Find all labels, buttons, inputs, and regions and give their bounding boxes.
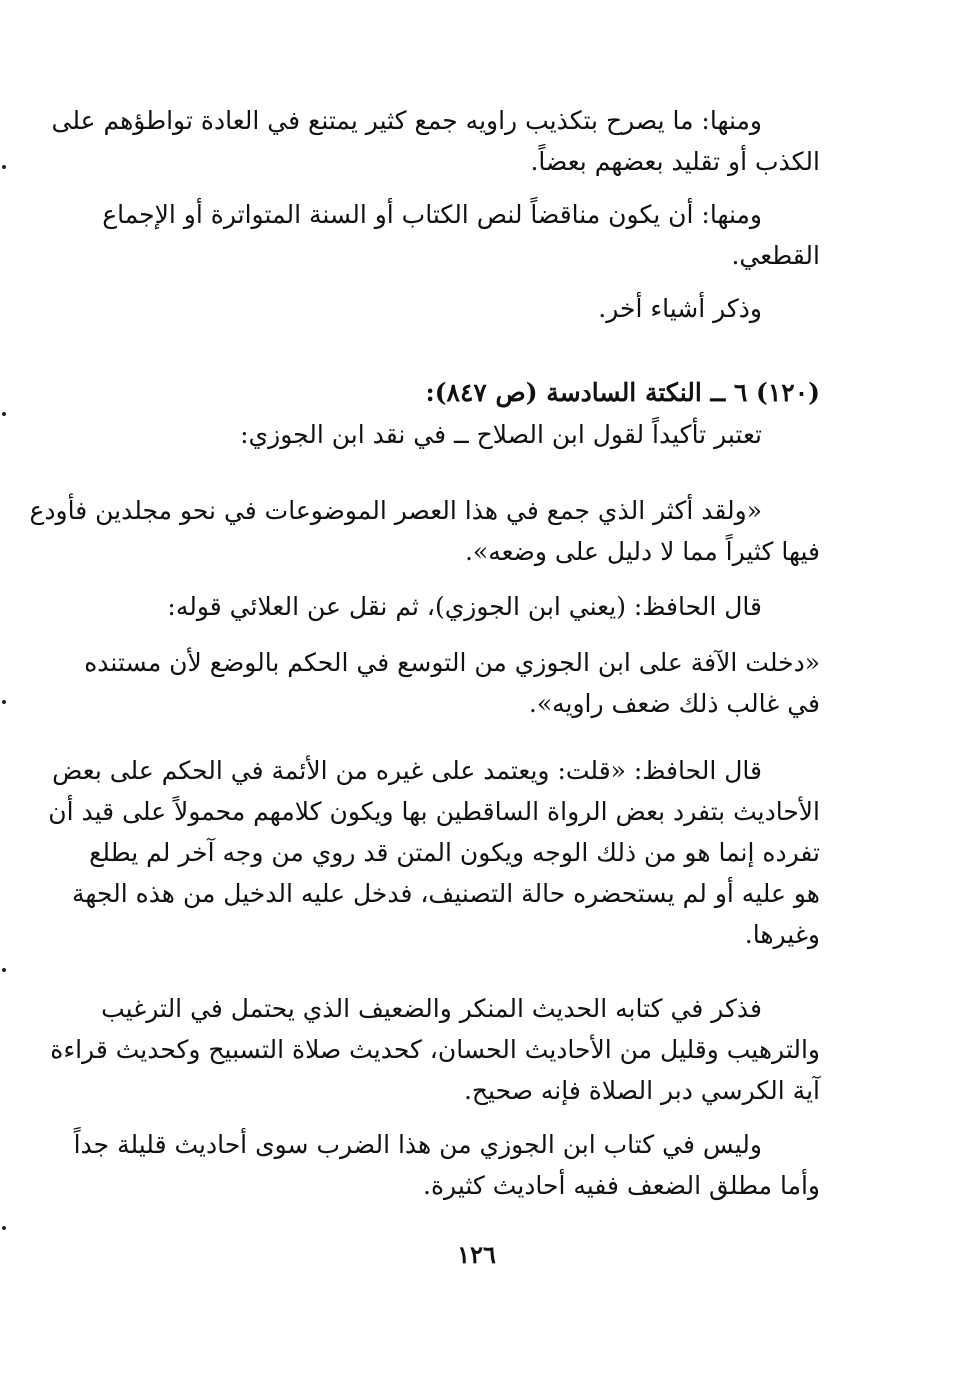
text-line: القطعي. xyxy=(731,241,820,270)
text-line: تعتبر تأكيداً لقول ابن الصلاح ــ في نقد ابن الجوزي: xyxy=(240,420,762,449)
text-line: وليس في كتاب ابن الجوزي من هذا الضرب سوى أحاديث قليلة جداً xyxy=(73,1130,762,1159)
text-line: قال الحافظ: «قلت: ويعتمد على غيره من الأئمة في الحكم على بعض xyxy=(52,756,762,785)
text-line: فيها كثيراً مما لا دليل على وضعه». xyxy=(464,537,820,566)
text-line: في غالب ذلك ضعف راويه». xyxy=(528,689,820,718)
text-line: هو عليه أو لم يستحضره حالة التصنيف، فدخل عليه الدخيل من هذه الجهة xyxy=(72,879,820,908)
text-line: آية الكرسي دبر الصلاة فإنه صحيح. xyxy=(463,1076,820,1105)
paragraph-9 xyxy=(50,988,820,1111)
text-line: ومنها: ما يصرح بتكذيب راويه جمع كثير يمتنع في العادة تواطؤهم على xyxy=(51,106,762,135)
text-line: ومنها: أن يكون مناقضاً لنص الكتاب أو السنة المتواترة أو الإجماع xyxy=(102,200,762,229)
page-number: ١٢٦ xyxy=(457,1240,496,1269)
paragraph-8 xyxy=(48,750,820,955)
scan-edge-mark xyxy=(2,700,6,704)
heading-text: (١٢٠) ٦ ــ النكتة السادسة (ص ٨٤٧): xyxy=(425,378,820,407)
scan-edge-mark xyxy=(2,412,6,416)
scan-edge-mark xyxy=(2,1226,6,1230)
section-heading xyxy=(130,372,820,413)
text-line: وغيرها. xyxy=(744,920,820,949)
paragraph-10 xyxy=(73,1124,820,1206)
paragraph-3 xyxy=(130,288,820,329)
text-line: الكذب أو تقليد بعضهم بعضاً. xyxy=(530,147,820,176)
scan-edge-mark xyxy=(2,165,6,169)
quote-alalai xyxy=(84,642,820,724)
text-line: تفرده إنما هو من ذلك الوجه ويكون المتن قد روي من وجه آخر لم يطلع xyxy=(89,838,820,867)
paragraph-6 xyxy=(130,586,820,627)
text-line: «دخلت الآفة على ابن الجوزي من التوسع في الحكم بالوضع لأن مستنده xyxy=(84,648,820,677)
paragraph-1 xyxy=(51,100,820,182)
text-line: فذكر في كتابه الحديث المنكر والضعيف الذي يحتمل في الترغيب xyxy=(101,994,762,1023)
text-line: والترهيب وقليل من الأحاديث الحسان، كحديث صلاة التسبيح وكحديث قراءة xyxy=(50,1035,820,1064)
text-line: «ولقد أكثر الذي جمع في هذا العصر الموضوعات في نحو مجلدين فأودع xyxy=(29,496,762,525)
text-line: قال الحافظ: (يعني ابن الجوزي)، ثم نقل عن العلائي قوله: xyxy=(167,592,762,621)
text-line: وأما مطلق الضعف ففيه أحاديث كثيرة. xyxy=(423,1171,820,1200)
paragraph-4 xyxy=(130,414,820,455)
text-line: وذكر أشياء أخر. xyxy=(598,294,762,323)
quote-ibn-salah xyxy=(29,490,820,572)
paragraph-2 xyxy=(102,194,820,276)
scan-edge-mark xyxy=(2,968,6,972)
text-line: الأحاديث بتفرد بعض الرواة الساقطين بها ويكون كلامهم محمولاً على قيد أن xyxy=(48,797,820,826)
